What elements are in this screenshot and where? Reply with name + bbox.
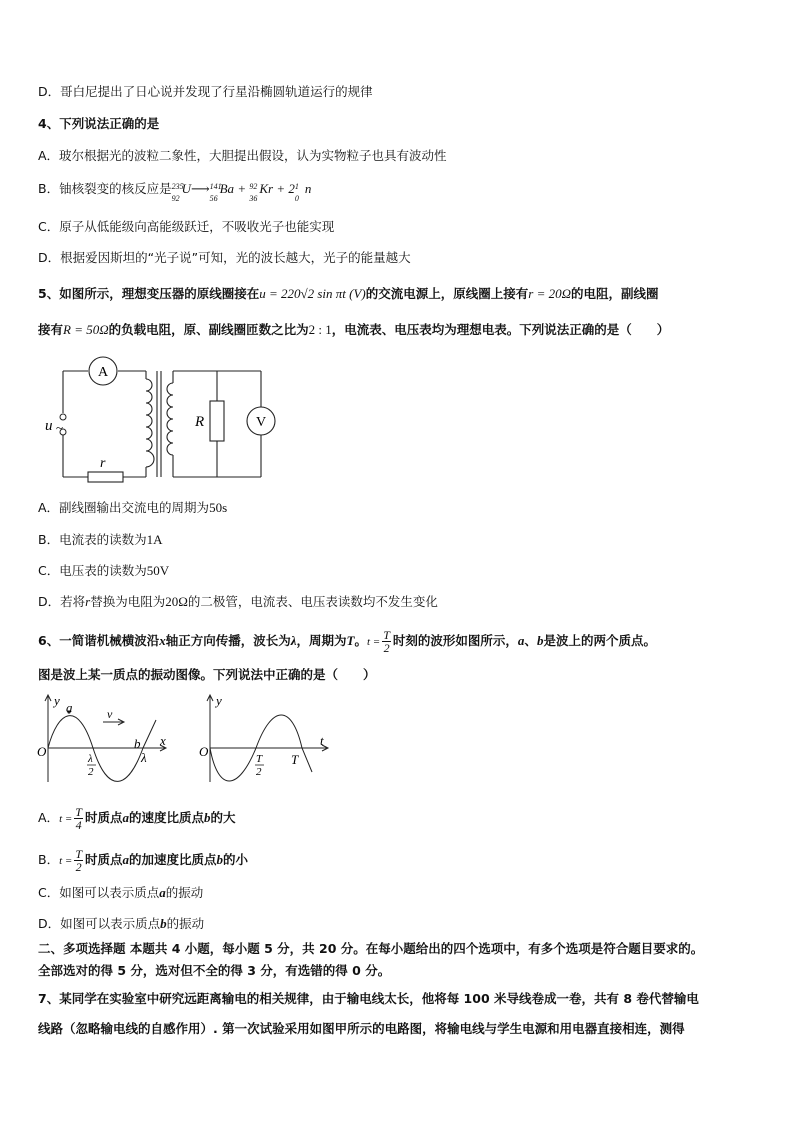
point-b-label: b [134, 736, 141, 751]
half-T-num: T [256, 753, 263, 765]
q6-stem-line1: 6、一简谐机械横波沿x轴正方向传播，波长为λ，周期为T。t = $\frac{T}{2}$ 时刻的波形如图所示，a、b是波上的两个质点。 [38, 628, 656, 655]
source-label: u [45, 418, 53, 434]
transformer-circuit-diagram [38, 355, 278, 485]
half-lambda-den: 2 [88, 766, 94, 778]
q5-R-value: R = 50Ω [63, 322, 109, 337]
resistor-R [210, 401, 224, 441]
q4-option-d: D．根据爱因斯坦的“光子说”可知，光的波长越大，光子的能量越大 [38, 250, 411, 265]
q5-r-value: r = 20Ω [528, 286, 572, 301]
ac-tilde: ~ [56, 420, 64, 435]
resistor-r-label: r [100, 456, 106, 471]
q5-option-c: C．电压表的读数为50V [38, 563, 170, 578]
q4-stem: 4、下列说法正确的是 [38, 116, 160, 131]
origin-label: O [37, 744, 47, 759]
vibration-graph [200, 690, 340, 786]
nuclear-equation: 235 92 U⟶ 141 56 Ba + 92 36 Kr + 2 1 0 n [171, 181, 312, 204]
point-a-label: a [66, 700, 73, 715]
resistor-r [88, 472, 123, 482]
section2-heading-line2: 全部选对的得 5 分，选对但不全的得 3 分，有选错的得 0 分。 [38, 963, 391, 978]
half-T-den: 2 [256, 766, 262, 778]
q6-option-d: D．如图可以表示质点b的振动 [38, 916, 205, 931]
axis-x-label: x [160, 733, 166, 748]
axis-y-label: y [54, 693, 60, 708]
ammeter-label: A [97, 365, 109, 380]
q6-option-c: C．如图可以表示质点a的振动 [38, 885, 204, 900]
q5-stem-line1: 5、如图所示，理想变压器的原线圈接在u = 220√2 sin πt (V)的交流电源上，原线圈上接有r = 20Ω的电阻，副线圈 [38, 286, 659, 301]
q6-stem-line2: 图是波上某一质点的振动图像。下列说法中正确的是（ ） [38, 667, 376, 682]
T-label: T [291, 752, 299, 767]
q3-option-d: D．哥白尼提出了日心说并发现了行星沿椭圆轨道运行的规律 [38, 84, 373, 99]
resistor-R-label: R [195, 414, 205, 430]
wave-graph [38, 690, 178, 786]
q5-option-d: D．若将r替换为电阻为20Ω的二极管，电流表、电压表读数均不发生变化 [38, 594, 438, 609]
q5-option-b: B．电流表的读数为1A [38, 532, 163, 547]
q7-stem-line1: 7、某同学在实验室中研究远距离输电的相关规律，由于输电线太长，他将每 100 米导线卷成一卷，共有 8 卷代替输电 [38, 991, 699, 1006]
q6-option-b: B．t = $\frac{T}{2}$ 时质点a的加速度比质点b的小 [38, 847, 249, 874]
q6-option-a: A．t = $\frac{T}{4}$ 时质点a的速度比质点b的大 [38, 805, 236, 832]
q5-option-a: A．副线圈输出交流电的周期为50s [38, 500, 228, 515]
q5-stem-line2: 接有R = 50Ω的负载电阻，原、副线圈匝数之比为2 : 1，电流表、电压表均为理想电表。下列说法正确的是（ ） [38, 322, 670, 337]
axis-y-label: y [216, 693, 222, 708]
q4-option-b-text: B．铀核裂变的核反应是 [38, 181, 172, 196]
q4-option-b [38, 180, 312, 204]
q7-stem-line2: 线路（忽略输电线的自感作用）. 第一次试验采用如图甲所示的电路图，将输电线与学生电源和用电器直接相连，测得 [38, 1021, 685, 1036]
section2-heading-line1: 二、多项选择题 本题共 4 小题，每小题 5 分，共 20 分。在每小题给出的四个选项中，有多个选项是符合题目要求的。 [38, 941, 704, 956]
lambda-label: λ [141, 750, 147, 765]
origin-label: O [199, 744, 209, 759]
q4-option-c: C．原子从低能级向高能级跃迁，不吸收光子也能实现 [38, 219, 335, 234]
voltmeter-label: V [255, 415, 267, 430]
half-lambda-num: λ [88, 753, 93, 765]
velocity-label: v [107, 707, 113, 721]
axis-t-label: t [320, 733, 324, 748]
q5-voltage-eq: u = 220√2 sin πt (V) [259, 286, 366, 301]
q4-option-a: A．玻尔根据光的波粒二象性，大胆提出假设，认为实物粒子也具有波动性 [38, 148, 447, 163]
q5-ratio: 2 : 1 [308, 322, 332, 337]
